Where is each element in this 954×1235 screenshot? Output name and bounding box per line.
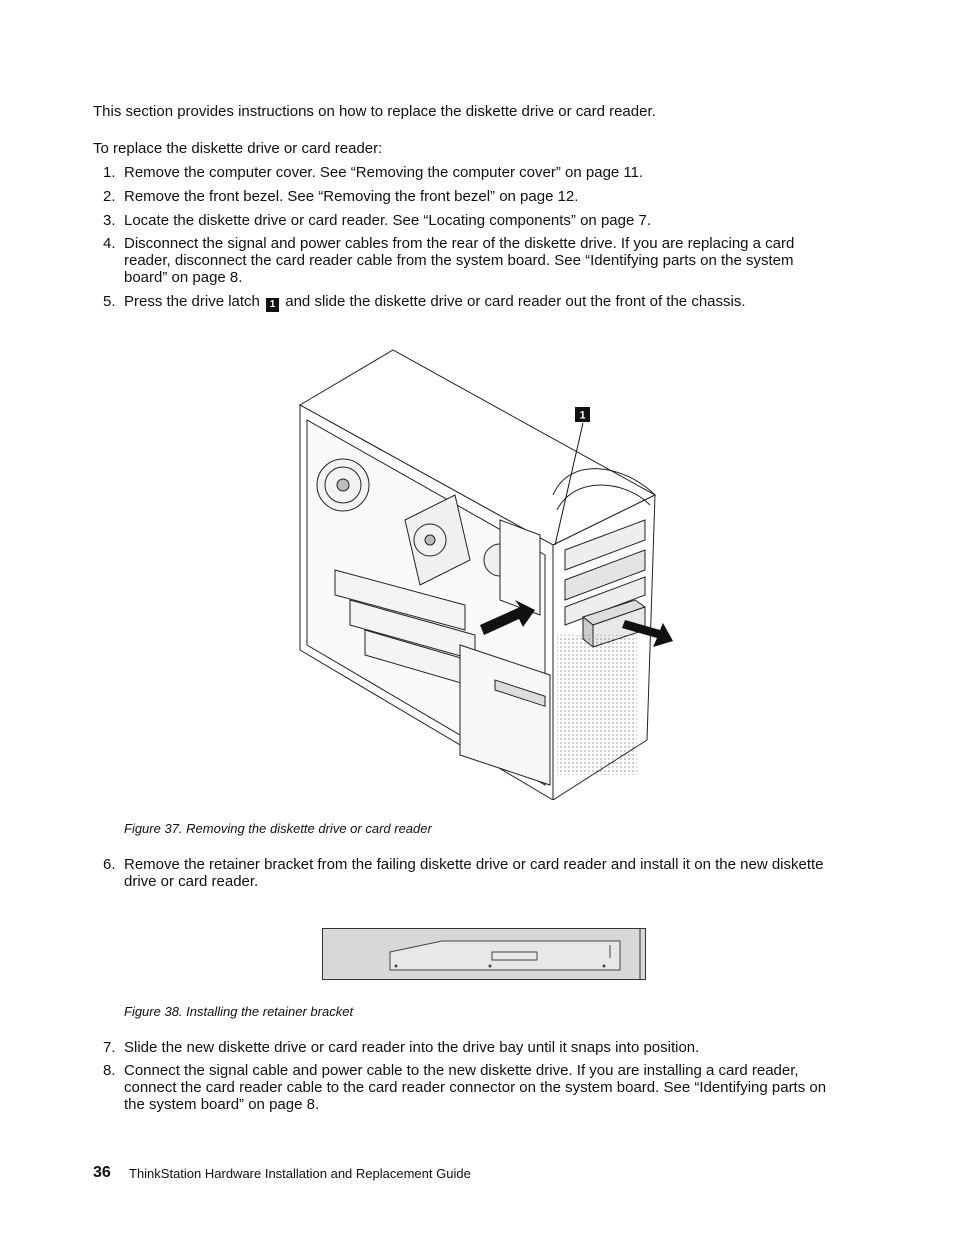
step-text: Disconnect the signal and power cables from the rear of the diskette drive. If you are replacing a card reader, disconnect the card reader cable from the system board. See “Identifying parts on the system board” on page 8. (124, 235, 795, 286)
step-text: Slide the new diskette drive or card reader into the drive bay until it snaps into position. (124, 1039, 700, 1056)
step-number: 5. (103, 293, 116, 310)
step-text (124, 293, 839, 312)
step-number: 8. (103, 1062, 116, 1079)
step-number: 3. (103, 212, 116, 229)
step-text-after: and slide the diskette drive or card reader out the front of the chassis. (285, 293, 746, 310)
footer-title: ThinkStation Hardware Installation and Replacement Guide (129, 1166, 471, 1181)
procedure-lead: To replace the diskette drive or card reader: (93, 140, 383, 157)
step-number: 2. (103, 188, 116, 205)
step-number: 1. (103, 164, 116, 181)
computer-chassis-illustration (295, 345, 680, 800)
step-number: 4. (103, 235, 116, 252)
callout-badge: 1 (266, 298, 279, 312)
step-number: 7. (103, 1039, 116, 1056)
page-number: 36 (93, 1164, 111, 1181)
figure-38-caption: Figure 38. Installing the retainer bracket (124, 1004, 354, 1019)
step-text: Remove the retainer bracket from the failing diskette drive or card reader and install it on the new diskette drive or card reader. (124, 856, 824, 890)
figure-callout-1: 1 (579, 409, 586, 422)
step-text: Locate the diskette drive or card reader. See “Locating components” on page 7. (124, 212, 651, 229)
step-text: Remove the computer cover. See “Removing the computer cover” on page 11. (124, 164, 644, 181)
step-text: Remove the front bezel. See “Removing the front bezel” on page 12. (124, 188, 579, 205)
retainer-bracket-illustration (322, 928, 647, 981)
step-text: Connect the signal cable and power cable to the new diskette drive. If you are installing a card reader, connect the card reader cable to the card reader connector on the system board. See “Identifying parts on the system board” on page 8. (124, 1062, 827, 1113)
intro-paragraph: This section provides instructions on how to replace the diskette drive or card reader. (93, 103, 656, 120)
step-number: 6. (103, 856, 116, 873)
step-text-before: Press the drive latch (124, 293, 260, 310)
figure-37-caption: Figure 37. Removing the diskette drive or card reader (124, 821, 432, 836)
